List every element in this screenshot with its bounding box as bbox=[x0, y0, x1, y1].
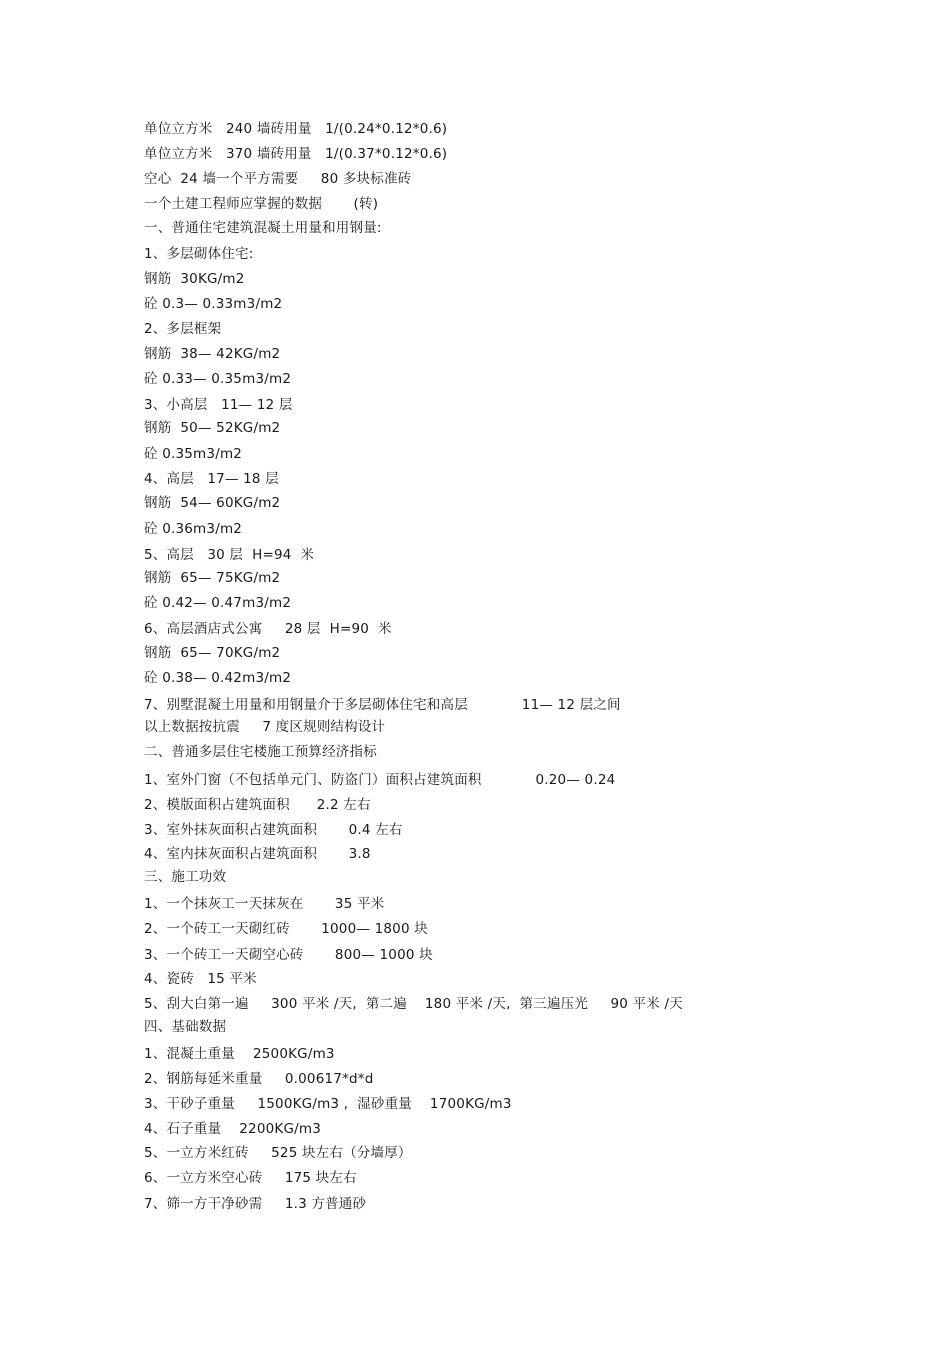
text-line: 砼 0.33— 0.35m3/m2 bbox=[144, 371, 292, 387]
text-line: 钢筋 54— 60KG/m2 bbox=[144, 495, 281, 511]
text-line: 单位立方米 370 墙砖用量 1/(0.37*0.12*0.6) bbox=[144, 146, 448, 162]
text-line: 钢筋 50— 52KG/m2 bbox=[144, 420, 281, 436]
text-line: 单位立方米 240 墙砖用量 1/(0.24*0.12*0.6) bbox=[144, 121, 448, 137]
text-line: 2、多层框架 bbox=[144, 321, 222, 337]
text-line: 6、高层酒店式公寓 28 层 H=90 米 bbox=[144, 621, 392, 637]
text-line: 5、刮大白第一遍 300 平米 /天, 第二遍 180 平米 /天, 第三遍压光 90 平米 /天 bbox=[144, 996, 683, 1012]
text-line: 7、筛一方干净砂需 1.3 方普通砂 bbox=[144, 1196, 367, 1212]
text-line: 1、一个抹灰工一天抹灰在 35 平米 bbox=[144, 896, 385, 912]
text-line: 砼 0.3— 0.33m3/m2 bbox=[144, 296, 283, 312]
section-heading: 二、普通多层住宅楼施工预算经济指标 bbox=[144, 744, 377, 760]
section-heading: 三、施工功效 bbox=[144, 869, 227, 885]
text-line: 砼 0.42— 0.47m3/m2 bbox=[144, 595, 292, 611]
text-line: 4、石子重量 2200KG/m3 bbox=[144, 1121, 322, 1137]
text-line: 5、高层 30 层 H=94 米 bbox=[144, 547, 315, 563]
text-line: 7、别墅混凝土用量和用钢量介于多层砌体住宅和高层 11— 12 层之间 bbox=[144, 697, 621, 713]
text-line: 砼 0.38— 0.42m3/m2 bbox=[144, 670, 292, 686]
text-line: 2、模版面积占建筑面积 2.2 左右 bbox=[144, 797, 371, 813]
text-line: 钢筋 38— 42KG/m2 bbox=[144, 346, 281, 362]
section-heading: 四、基础数据 bbox=[144, 1019, 227, 1035]
text-line: 1、多层砌体住宅: bbox=[144, 246, 254, 262]
text-line: 3、一个砖工一天砌空心砖 800— 1000 块 bbox=[144, 947, 433, 963]
section-heading: 一、普通住宅建筑混凝土用量和用钢量: bbox=[144, 220, 382, 236]
text-line: 4、瓷砖 15 平米 bbox=[144, 971, 257, 987]
text-line: 2、钢筋每延米重量 0.00617*d*d bbox=[144, 1071, 374, 1087]
text-line: 1、室外门窗（不包括单元门、防盗门）面积占建筑面积 0.20— 0.24 bbox=[144, 772, 616, 788]
text-line: 3、室外抹灰面积占建筑面积 0.4 左右 bbox=[144, 822, 403, 838]
text-line: 3、小高层 11— 12 层 bbox=[144, 397, 293, 413]
text-line: 4、室内抹灰面积占建筑面积 3.8 bbox=[144, 846, 371, 862]
text-line: 1、混凝土重量 2500KG/m3 bbox=[144, 1046, 335, 1062]
text-line: 钢筋 65— 75KG/m2 bbox=[144, 570, 281, 586]
text-line: 以上数据按抗震 7 度区规则结构设计 bbox=[144, 719, 386, 735]
text-line: 5、一立方米红砖 525 块左右（分墙厚） bbox=[144, 1145, 412, 1161]
text-line: 钢筋 30KG/m2 bbox=[144, 271, 245, 287]
text-line: 钢筋 65— 70KG/m2 bbox=[144, 645, 281, 661]
text-line: 3、干砂子重量 1500KG/m3 , 湿砂重量 1700KG/m3 bbox=[144, 1096, 512, 1112]
text-line: 一个土建工程师应掌握的数据 (转) bbox=[144, 196, 379, 212]
text-line: 6、一立方米空心砖 175 块左右 bbox=[144, 1170, 357, 1186]
text-line: 空心 24 墙一个平方需要 80 多块标准砖 bbox=[144, 171, 412, 187]
text-line: 砼 0.35m3/m2 bbox=[144, 446, 243, 462]
text-line: 2、一个砖工一天砌红砖 1000— 1800 块 bbox=[144, 921, 428, 937]
text-line: 4、高层 17— 18 层 bbox=[144, 471, 279, 487]
text-line: 砼 0.36m3/m2 bbox=[144, 521, 243, 537]
